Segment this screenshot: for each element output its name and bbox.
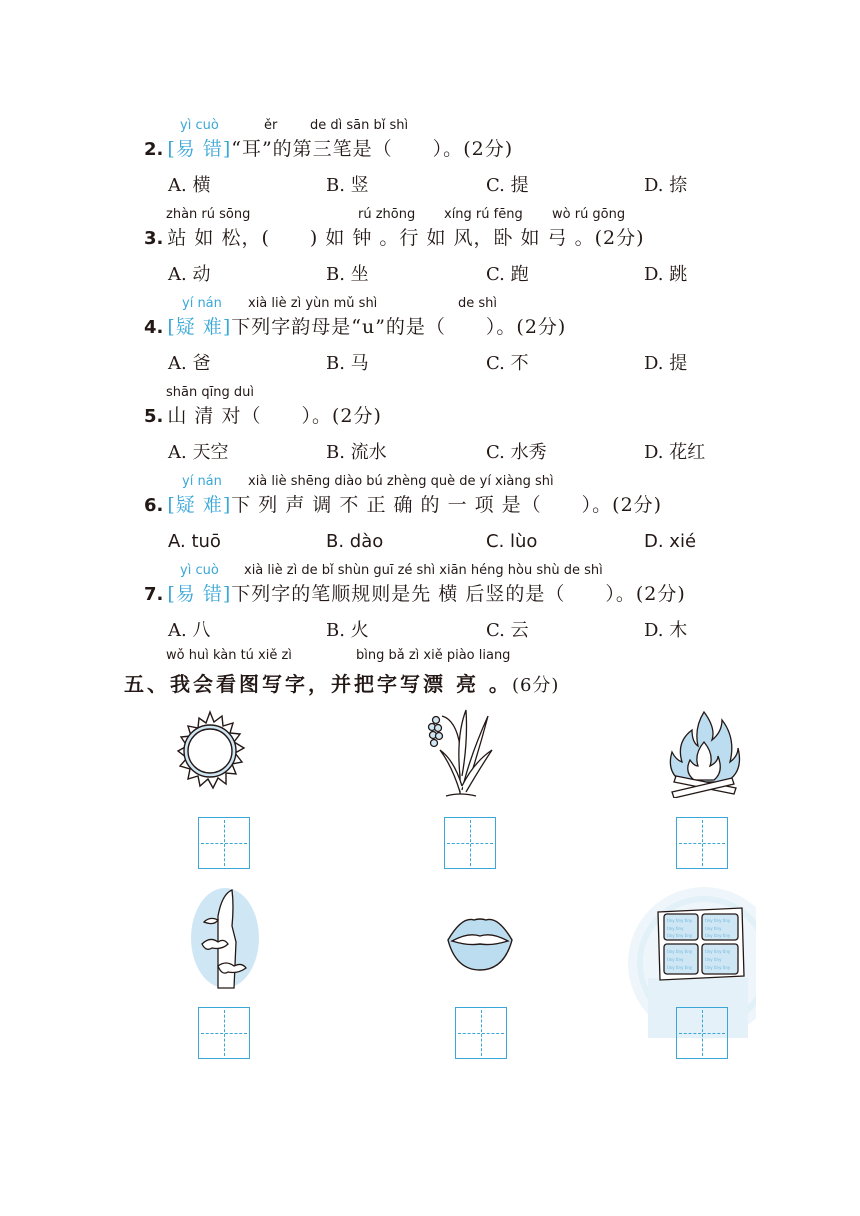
question-stem [144,492,662,519]
question-number: 3. [144,228,164,249]
option-d[interactable]: D. 花红 [644,442,706,463]
tag-pinyin: yì cuò [180,563,219,578]
svg-text:tiny tiny tiny: tiny tiny tiny [705,933,731,938]
pinyin: zhàn rú sōng [166,207,251,222]
section-title-text: 五、我会看图写字，并把字写漂 亮 。 [124,672,512,696]
option-c[interactable]: C. 跑 [486,264,529,285]
stem-text: 站 如 松，( ) 如 钟 。行 如 风，卧 如 弓 。 [167,227,595,249]
question-6 [0,474,860,562]
tag-label: [易 错] [167,583,232,605]
tag-label: [疑 难] [167,494,232,516]
score: (2分) [516,316,567,338]
question-number: 7. [144,584,164,605]
score: (2分) [612,494,663,516]
question-number: 6. [144,495,164,516]
svg-text:tiny tiny tiny: tiny tiny tiny [705,949,731,954]
option-a[interactable]: A. 天空 [168,442,229,463]
pinyin: wǒ huì kàn tú xiě zì [166,648,292,663]
tag-pinyin: yì cuò [180,118,219,133]
writing-box[interactable] [198,1007,250,1059]
question-number: 4. [144,317,164,338]
svg-text:tiny tiny tiny: tiny tiny tiny [705,918,731,923]
question-stem [144,136,513,163]
pinyin: xià liè zì de bǐ shùn guī zé shì xiān héng hòu shù de shì [244,563,603,578]
sun-icon [168,708,252,798]
mouth-icon [444,912,516,974]
pinyin: xià liè shēng diào bú zhèng què de yí xiàng shì [248,474,554,489]
stem-text: “耳”的第三笔是（ ）。 [231,138,464,160]
pinyin: xià liè zì yùn mǔ shì [248,296,378,311]
pinyin: ěr [264,118,278,133]
pinyin: shān qīng duì [166,385,254,400]
stem-text: 下列字韵母是“u”的是（ ）。 [231,316,517,338]
question-stem [144,314,566,341]
question-number: 5. [144,406,164,427]
stem-text: 山 清 对（ ）。 [167,405,332,427]
field-icon [652,904,748,982]
option-a[interactable]: A. 横 [168,175,211,196]
option-c[interactable]: C. 不 [486,353,529,374]
pinyin: xíng rú fēng [444,207,523,222]
stem-text: 下 列 声 调 不 正 确 的 一 项 是（ ）。 [231,494,613,516]
svg-text:tiny tiny: tiny tiny [705,926,722,931]
option-d[interactable]: D. 木 [644,620,688,641]
svg-text:tiny tiny tiny: tiny tiny tiny [667,933,693,938]
tag-label: [易 错] [167,138,232,160]
option-b[interactable]: B. 火 [326,620,369,641]
pinyin: de shì [458,296,498,311]
section-5-header [0,648,860,698]
mountain-icon [188,886,262,990]
option-c[interactable]: C. 水秀 [486,442,547,463]
stem-text: 下列字的笔顺规则是先 横 后竖的是（ ）。 [231,583,636,605]
question-7 [0,563,860,651]
question-stem [144,225,645,252]
question-3 [0,207,860,295]
svg-text:tiny tiny tiny: tiny tiny tiny [705,965,731,970]
option-b[interactable]: B. 竖 [326,175,369,196]
option-d[interactable]: D. 提 [644,353,688,374]
svg-text:tiny tiny: tiny tiny [705,957,722,962]
option-a[interactable]: A. 爸 [168,353,211,374]
option-b[interactable]: B. 马 [326,353,369,374]
option-a[interactable]: A. tuō [168,531,221,552]
writing-box[interactable] [676,1007,728,1059]
option-b[interactable]: B. dào [326,531,384,552]
option-c[interactable]: C. 提 [486,175,529,196]
pinyin: wò rú gōng [552,207,626,222]
svg-text:tiny tiny: tiny tiny [667,926,684,931]
option-d[interactable]: D. xié [644,531,697,552]
fire-icon [664,708,744,798]
svg-text:tiny tiny tiny: tiny tiny tiny [667,949,693,954]
option-b[interactable]: B. 坐 [326,264,369,285]
option-c[interactable]: C. lùo [486,531,538,552]
rice-plant-icon [422,706,498,800]
option-a[interactable]: A. 动 [168,264,211,285]
option-c[interactable]: C. 云 [486,620,529,641]
score: (2分) [594,227,645,249]
pinyin: de dì sān bǐ shì [310,118,409,133]
pinyin: bìng bǎ zì xiě piào liang [356,648,511,663]
question-stem [144,581,686,608]
writing-box[interactable] [198,817,250,869]
score: (2分) [463,138,514,160]
pinyin: rú zhōng [358,207,416,222]
writing-box[interactable] [444,817,496,869]
tag-pinyin: yí nán [182,474,222,489]
option-d[interactable]: D. 跳 [644,264,688,285]
section-title [124,668,559,697]
question-number: 2. [144,139,164,160]
writing-box[interactable] [455,1007,507,1059]
question-5 [0,385,860,473]
score: (6分) [511,675,560,696]
option-b[interactable]: B. 流水 [326,442,387,463]
svg-text:tiny tiny: tiny tiny [667,957,684,962]
option-a[interactable]: A. 八 [168,620,211,641]
tag-label: [疑 难] [167,316,232,338]
writing-box[interactable] [676,817,728,869]
score: (2分) [331,405,382,427]
svg-text:tiny tiny tiny: tiny tiny tiny [667,965,693,970]
question-4 [0,296,860,384]
score: (2分) [635,583,686,605]
question-stem [144,403,382,430]
question-2 [0,118,860,206]
svg-text:tiny tiny tiny: tiny tiny tiny [667,918,693,923]
tag-pinyin: yí nán [182,296,222,311]
option-d[interactable]: D. 捺 [644,175,688,196]
